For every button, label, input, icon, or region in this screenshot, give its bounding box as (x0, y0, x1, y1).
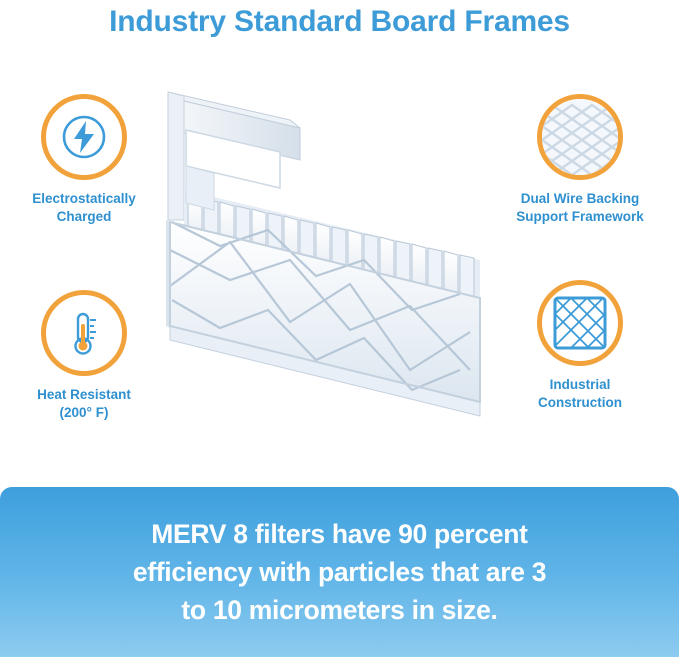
product-illustration (150, 70, 510, 470)
feature-caption-line1: Electrostatically (32, 191, 136, 206)
banner-line-2: efficiency with particles that are 3 (132, 557, 547, 587)
banner-line-1: MERV 8 filters have 90 percent (151, 519, 528, 549)
lightning-bolt-icon (46, 99, 122, 175)
frame-grid-icon (542, 285, 618, 361)
filter-svg (150, 70, 510, 470)
feature-caption-line2: Support Framework (516, 209, 644, 224)
feature-caption-line2: Construction (538, 395, 622, 410)
feature-caption (500, 190, 660, 226)
feature-icon-circle (537, 280, 623, 366)
feature-icon-circle (537, 94, 623, 180)
banner-line-3: to 10 micrometers in size. (181, 595, 498, 625)
feature-caption (4, 386, 164, 422)
feature-heat-resistant (4, 290, 164, 422)
feature-dual-wire-backing (500, 94, 660, 226)
page-title: Industry Standard Board Frames (109, 5, 570, 38)
feature-caption-line2: Charged (56, 209, 112, 224)
feature-icon-circle (41, 290, 127, 376)
merv-info-banner (0, 487, 679, 657)
thermometer-icon (46, 295, 122, 371)
feature-caption (4, 190, 164, 226)
feature-caption (500, 376, 660, 412)
feature-caption-line1: Heat Resistant (37, 387, 131, 402)
feature-industrial-construction (500, 280, 660, 412)
feature-caption-line1: Industrial (549, 377, 611, 392)
feature-caption-line2: (200° F) (59, 405, 109, 420)
wire-mesh-icon (542, 99, 618, 175)
feature-icon-circle (41, 94, 127, 180)
feature-electrostatically-charged (4, 94, 164, 226)
banner-text (93, 515, 586, 629)
feature-caption-line1: Dual Wire Backing (520, 191, 640, 206)
